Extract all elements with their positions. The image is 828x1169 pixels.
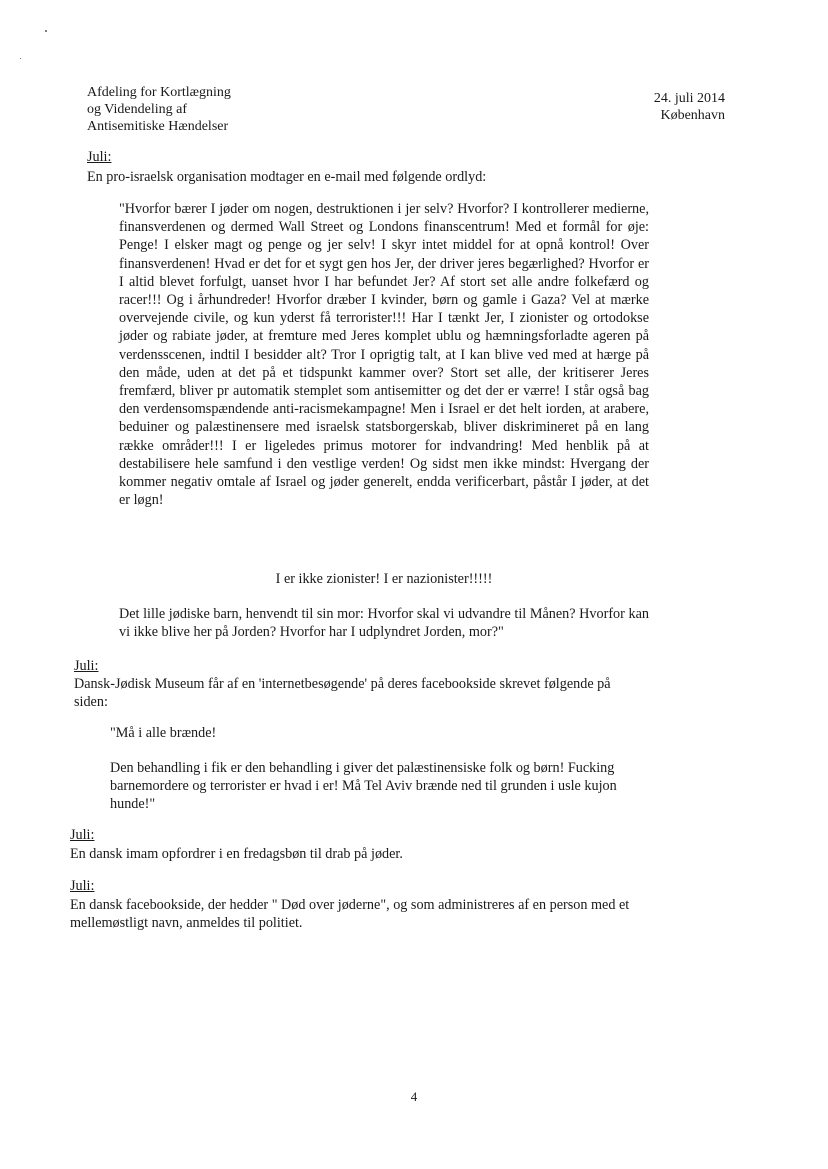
- city: København: [660, 108, 725, 123]
- quote-center-line: I er ikke zionister! I er nazionister!!!!!: [275, 571, 493, 587]
- quote-paragraph: Den behandling i fik er den behandling i giver det palæstinensiske folk og børn! Fucking barnemordere og terrorister er hvad i er! Må Tel Aviv brænde ned til grunden i usle kujon hunde!": [110, 760, 617, 813]
- quote-paragraph: "Må i alle brænde!: [110, 725, 217, 741]
- scan-speck: [20, 58, 21, 59]
- scan-speck: [45, 30, 47, 32]
- entry-intro: Dansk-Jødisk Museum får af en 'internetbesøgende' på deres facebookside skrevet følgende på siden:: [74, 676, 611, 711]
- page-number: 4: [410, 1089, 418, 1104]
- quote-paragraph: "Hvorfor bærer I jøder om nogen, destruktionen i jer selv? Hvorfor? I kontrollerer medierne, finansverdenen og dermed Wall Street og Londons finanscentrum! Med et formål for øje: Penge! I elsker magt og penge og jer selv! I skyr intet middel for at opnå kontrol! Over finansverdenen! Hvad er det for et sygt gen hos Jer, der driver jeres begærlighed? Hvorfor er I altid blevet forfulgt, uanset hvor I har befundet Jer? Af stort set alle andre folkefærd og racer!!! Og i århundreder! Hvorfor dræber I kvinder, børn og gamle i Gaza? Vel at mærke overvejende civile, og kun yderst få terrorister!!! Har I tænkt Jer, I zionister og ortodokse jøder og rabiate jøder, at fremture med Jeres komplet ublu og hæmningsforladte ageren på verdensscenen, indtil I besidder alt? Tror I oprigtig talt, at I kan blive ved med at hærge på den måde, uden at det på et tidspunkt kammer over? Stort set alle, der kritiserer Jeres fremfærd, bliver pr automatik stemplet som antisemitter og det der er værre! I står også bag den verdensomspændende anti-racismekampagne! Men i Israel er det helt iorden, at arabere, beduiner og palæstinensere med israelsk statsborgerskab, bliver diskrimineret på en lang række områder!!! I er ligeledes primus motorer for indvandring! Med henblik på at destabilisere hele samfund i den vestlige verden! Og sidst men ikke mindst: Hvergang der kommer negativ omtale af Israel og jøder generelt, endda verificerbart, påstår I jøder, at det er løgn!: [119, 201, 649, 509]
- sender-block: [87, 84, 387, 135]
- entry-text: En dansk facebookside, der hedder " Død over jøderne", og som administreres af en person med et mellemøstligt navn, anmeldes til politiet.: [70, 897, 630, 932]
- quoted-email: [119, 200, 649, 509]
- entry-month: Juli:: [87, 149, 112, 165]
- sender-line: Antisemitiske Hændelser: [87, 119, 229, 134]
- quote-paragraph: Det lille jødiske barn, henvendt til sin mor: Hvorfor skal vi udvandre til Månen? Hvorfor kan vi ikke blive her på Jorden? Hvorfor har I udplyndret Jorden, mor?": [119, 606, 649, 641]
- entry-month: Juli:: [70, 827, 95, 843]
- entry-month: Juli:: [74, 658, 99, 674]
- entry-month: Juli:: [70, 878, 95, 894]
- sender-line: Afdeling for Kortlægning: [87, 85, 231, 100]
- entry-intro: En pro-israelsk organisation modtager en e-mail med følgende ordlyd:: [87, 169, 487, 185]
- date-block: [600, 90, 725, 124]
- date: 24. juli 2014: [653, 91, 725, 106]
- entry-text: En dansk imam opfordrer i en fredagsbøn til drab på jøder.: [70, 846, 403, 862]
- sender-line: og Videndeling af: [87, 102, 187, 117]
